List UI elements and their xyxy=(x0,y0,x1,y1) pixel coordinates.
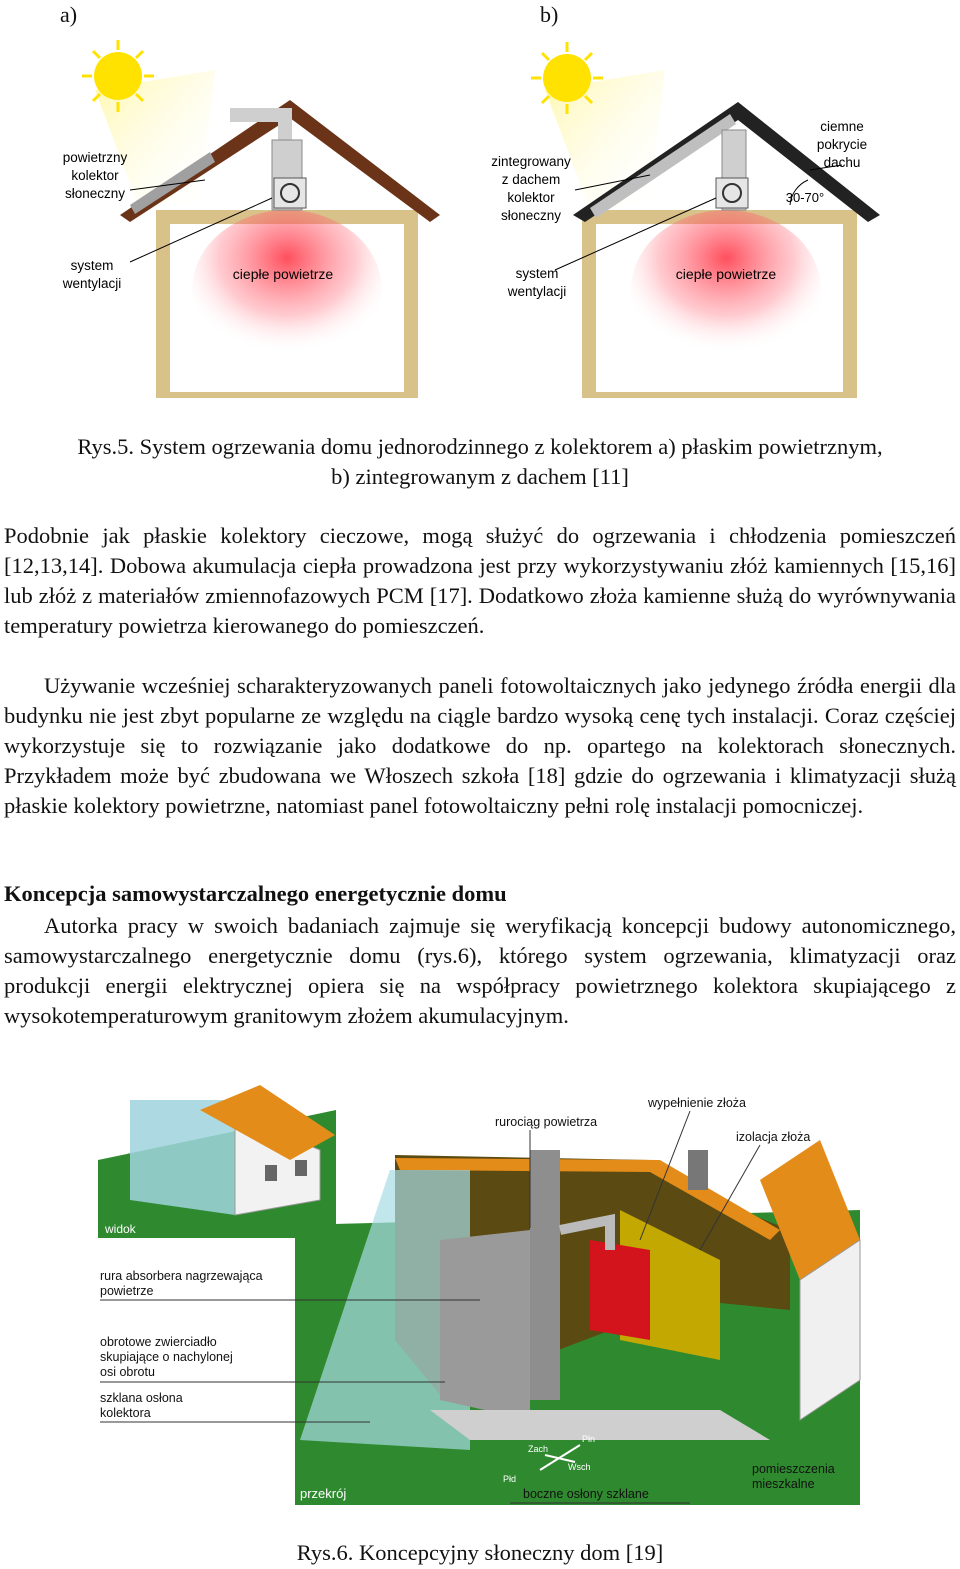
figure-5-caption-line2: b) zintegrowanym z dachem [11] xyxy=(331,464,629,489)
panel-a-label: a) xyxy=(60,2,78,27)
panel-a-house xyxy=(62,40,440,398)
section-label: przekrój xyxy=(300,1486,347,1501)
figure-5-caption-line1: Rys.5. System ogrzewania domu jednorodzinnego z kolektorem a) płaskim powietrznym, xyxy=(77,434,883,459)
paragraph-1: Podobnie jak płaskie kolektory cieczowe, mogą służyć do ogrzewania i chłodzenia pomieszczeń [12,13,14]. Dobowa akumulacja ciepła prowadzona jest przy wykorzystywaniu złóż kamiennych [15,16] lub złóż z materiałów zmiennofazowych PCM [17]. Dodatkowo złoża kamienne służą do wyrównywania temperatury powietrza kierowanego do pomieszczeń. xyxy=(4,523,956,638)
label-fill: wypełnienie złoża xyxy=(648,1096,746,1110)
vent-label-b: system wentylacji xyxy=(507,266,567,299)
compass-n: Płn xyxy=(582,1434,596,1444)
compass-e: Wsch xyxy=(568,1462,591,1472)
fan-icon xyxy=(716,178,748,208)
figure-6-illustration xyxy=(0,1080,960,1515)
label-pipe: rurociąg powietrza xyxy=(495,1115,598,1129)
section-view xyxy=(295,1140,860,1505)
paragraph-2: Używanie wcześniej scharakteryzowanych paneli fotowoltaicznych jako jedynego źródła energii dla budynku nie jest zbyt popularne ze względu na ciągle bardzo wysoką cenę tych instalacji. Coraz częściej wykorzystuje się to rozwiązanie jako dodatkowe do np. opartego na kolektorach słonecznych. Przykładem może być zbudowana we Włoszech szkoła [18] gdzie do ogrzewania i klimatyzacji służą płaskie kolektory powietrzne, natomiast panel fotowoltaiczny pełni rolę instalacji pomocniczej. xyxy=(4,673,956,818)
compass-s: Płd xyxy=(503,1474,517,1484)
panel-b-label: b) xyxy=(540,2,559,27)
label-side-glass: boczne osłony szklane xyxy=(523,1487,649,1501)
paragraph-3: Autorka pracy w swoich badaniach zajmuje się weryfikacją koncepcji budowy autonomicznego, samowystarczalnego energetycznie domu (rys.6), którego system ogrzewania, klimatyzacji oraz produkcji energii elektrycznej opiera się na współpracy powietrznego kolektora skupiającego z wysokotemperaturowym granitowym złożem akumulacyjnym. xyxy=(4,913,956,1028)
warm-air-plume xyxy=(192,210,382,370)
air-pipe xyxy=(530,1150,560,1400)
warm-air-plume xyxy=(631,210,821,370)
warm-air-label-b: ciepłe powietrze xyxy=(675,266,777,282)
label-absorber: rura absorbera nagrzewająca powietrze xyxy=(100,1269,263,1298)
panel-b-house xyxy=(491,42,880,398)
storage-block xyxy=(590,1240,650,1340)
label-insulation: izolacja złoża xyxy=(736,1130,811,1144)
compass-w: Zach xyxy=(528,1444,549,1454)
label-rooms: pomieszczenia mieszkalne xyxy=(752,1462,835,1491)
label-glass: szklana osłona kolektora xyxy=(100,1391,183,1420)
vent-label-a: system wentylacji xyxy=(62,258,122,291)
figure-6-caption: Rys.6. Koncepcyjny słoneczny dom [19] xyxy=(296,1540,664,1565)
floor xyxy=(430,1410,770,1440)
fan-icon xyxy=(274,178,306,208)
warm-air-label-a: ciepłe powietrze xyxy=(232,266,334,282)
section-heading: Koncepcja samowystarczalnego energetycznie domu xyxy=(4,881,507,906)
collector-label-a: powietrzny kolektor słoneczny xyxy=(62,150,128,201)
figure-5-illustration xyxy=(0,30,960,405)
label-mirror: obrotowe zwierciadło skupiające o nachylonej osi obrotu xyxy=(100,1335,233,1379)
roof-label-b: ciemne pokrycie dachu xyxy=(816,119,868,170)
inset-label: widok xyxy=(105,1222,136,1236)
collector-label-b: zintegrowany z dachem kolektor słoneczny xyxy=(491,154,571,223)
inset-view xyxy=(98,1085,336,1238)
angle-label: 30-70° xyxy=(785,190,825,205)
rotating-mirror xyxy=(440,1230,530,1420)
